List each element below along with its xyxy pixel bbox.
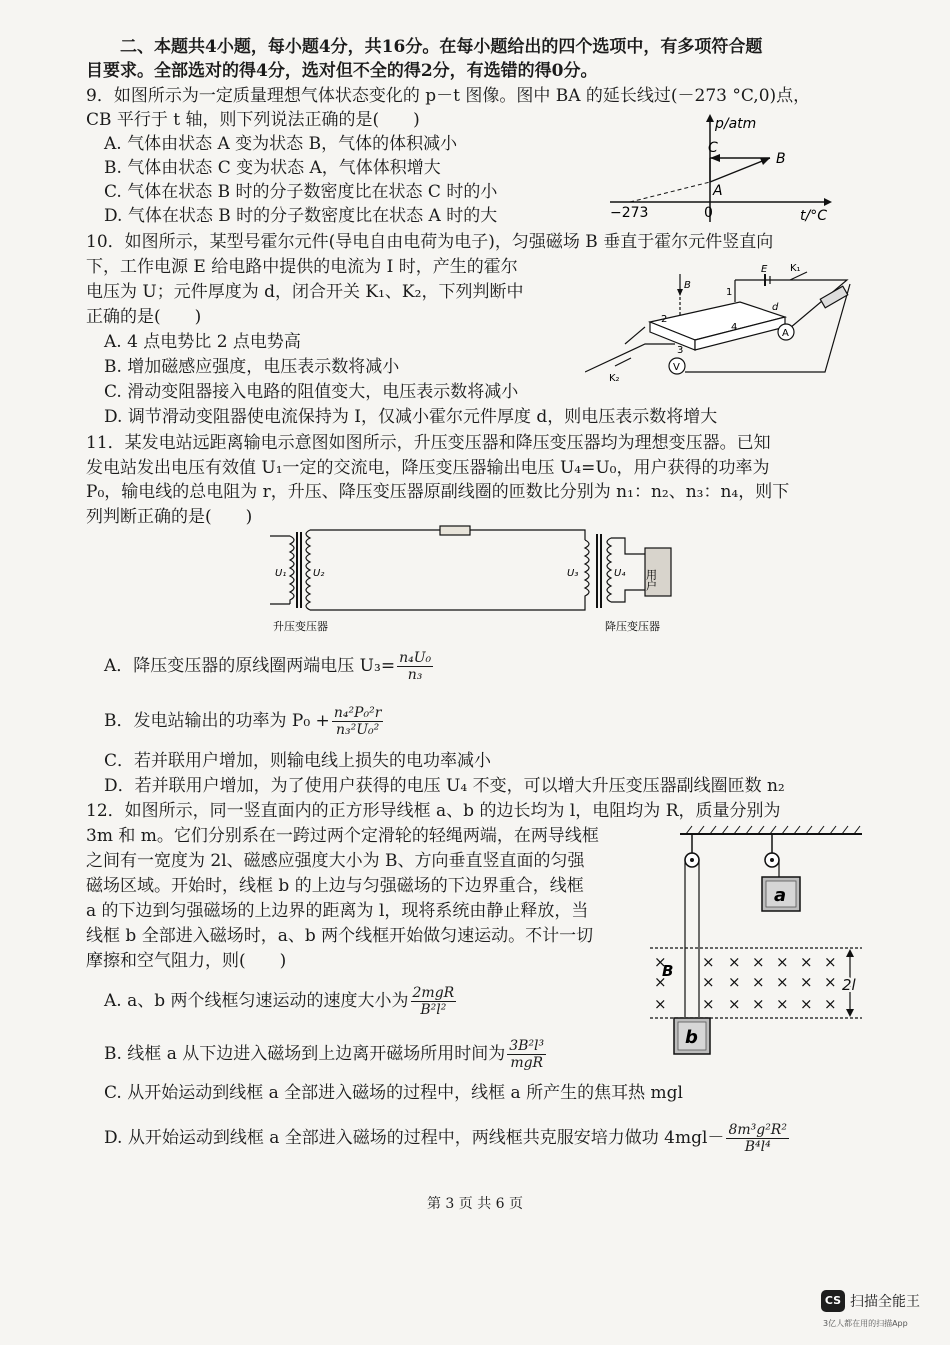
q10-thickness-label: d — [772, 302, 779, 313]
q11-step-down-label: 降压变压器 — [605, 620, 660, 633]
svg-text:×: × — [800, 973, 813, 991]
svg-text:×: × — [800, 953, 813, 971]
q11-option-a-text: A．降压变压器的原线圈两端电压 U₃= — [104, 656, 396, 676]
q11-u3-label: U₃ — [567, 568, 579, 579]
q12-stem-line7: 摩擦和空气阻力，则( ) — [86, 951, 287, 971]
q9-point-c: C — [708, 140, 718, 156]
svg-text:×: × — [776, 995, 789, 1013]
q12-option-b — [104, 1038, 548, 1071]
q10-voltmeter: V — [673, 362, 680, 373]
q9-pt-graph — [600, 110, 850, 228]
svg-text:×: × — [752, 973, 765, 991]
q10-option-c: C. 滑动变阻器接入电路的阻值变大，电压表示数将减小 — [104, 382, 519, 402]
q11-a-denominator: n₃ — [407, 667, 423, 683]
q10-source-label: E — [761, 264, 768, 275]
q11-stem-line3: P₀，输电线的总电阻为 r，升压、降压变压器原副线圈的匝数比分别为 n₁：n₂、n₃：n₄，则下 — [86, 482, 790, 502]
q11-option-b-fraction — [332, 705, 384, 738]
q12-frames-diagram — [650, 822, 870, 1082]
svg-text:×: × — [824, 995, 837, 1013]
q10-stem-line4: 正确的是( ) — [86, 307, 202, 327]
q12-cross-mark: × — [654, 953, 667, 971]
svg-text:×: × — [800, 995, 813, 1013]
q11-option-a-fraction — [397, 650, 433, 683]
q12-width-label: 2l — [842, 976, 856, 994]
q11-b-numerator: n₄²P₀²r — [333, 705, 382, 721]
q9-point-b: B — [776, 151, 786, 167]
svg-text:×: × — [824, 953, 837, 971]
q12-b-numerator: 3B²l³ — [509, 1038, 545, 1054]
q9-point-a: A — [713, 183, 723, 199]
q10-option-d: D. 调节滑动变阻器使电流保持为 I，仅减小霍尔元件厚度 d，则电压表示数将增大 — [104, 407, 718, 427]
q12-stem-line3: 之间有一宽度为 2l、磁感应强度大小为 B、方向垂直竖直面的匀强 — [86, 851, 585, 871]
q9-option-c: C. 气体在状态 B 时的分子数密度比在状态 C 时的小 — [104, 182, 498, 202]
q10-terminal-2: 2 — [661, 314, 668, 325]
q10-option-b: B. 增加磁感应强度，电压表示数将减小 — [104, 357, 400, 377]
q12-stem-line2: 3m 和 m。它们分别系在一跨过两个定滑轮的轻绳两端，在两导线框 — [86, 826, 599, 846]
q9-origin-label: 0 — [704, 205, 713, 221]
svg-text:×: × — [752, 995, 765, 1013]
svg-text:×: × — [654, 995, 667, 1013]
q9-option-d: D. 气体在状态 B 时的分子数密度比在状态 A 时的大 — [104, 206, 498, 226]
q10-stem-line2: 下，工作电源 E 给电路中提供的电流为 I 时，产生的霍尔 — [86, 257, 518, 277]
q11-u4-label: U₄ — [614, 568, 626, 579]
q12-a-denominator: B²l² — [420, 1002, 447, 1018]
q10-stem-line3: 电压为 U；元件厚度为 d，闭合开关 K₁、K₂，下列判断中 — [86, 282, 524, 302]
camscanner-brand-name: 扫描全能王 — [850, 1294, 920, 1310]
q11-a-numerator: n₄U₀ — [399, 650, 432, 666]
q12-option-b-fraction — [507, 1038, 546, 1071]
section-title-line2: 目要求。全部选对的得4分，选对但不全的得2分，有选错的得0分。 — [86, 61, 598, 81]
page-footer: 第 3 页 共 6 页 — [426, 1196, 524, 1212]
q12-option-d — [104, 1122, 791, 1155]
q12-option-c: C. 从开始运动到线框 a 全部进入磁场的过程中，线框 a 所产生的焦耳热 mgl — [104, 1083, 683, 1103]
q12-d-numerator: 8m³g²R² — [728, 1122, 787, 1138]
q12-d-denominator: B⁴l⁴ — [744, 1139, 771, 1155]
q11-stem-line4: 列判断正确的是( ) — [86, 507, 253, 527]
section-title-line1: 二、本题共4小题，每小题4分，共16分。在每小题给出的四个选项中，有多项符合题 — [120, 37, 763, 57]
q11-u2-label: U₂ — [313, 568, 325, 579]
q12-stem-line5: a 的下边到匀强磁场的上边界的距离为 l，现将系统由静止释放，当 — [86, 901, 589, 921]
q12-stem-line6: 线框 b 全部进入磁场时，a、b 两个线框开始做匀速运动。不计一切 — [86, 926, 594, 946]
svg-text:×: × — [728, 973, 741, 991]
svg-text:×: × — [752, 953, 765, 971]
q9-stem-line2: CB 平行于 t 轴，则下列说法正确的是( ) — [86, 110, 420, 130]
q9-y-axis-label: p/atm — [715, 116, 757, 132]
svg-text:×: × — [654, 973, 667, 991]
q12-stem-line4: 磁场区域。开始时，线框 b 的上边与匀强磁场的下边界重合，线框 — [86, 876, 584, 896]
q12-option-d-text: D. 从开始运动到线框 a 全部进入磁场的过程中，两线框共克服安培力做功 4mgl－ — [104, 1128, 725, 1148]
q10-ammeter: A — [782, 328, 789, 339]
q11-b-denominator: n₃²U₀² — [335, 722, 380, 738]
q10-k2-label: K₂ — [609, 373, 620, 384]
q11-option-c: C．若并联用户增加，则输电线上损失的电功率减小 — [104, 751, 492, 771]
q11-u1-label: U₁ — [275, 568, 287, 579]
q10-option-a: A. 4 点电势比 2 点电势高 — [104, 332, 301, 352]
q11-option-d: D．若并联用户增加，为了使用户获得的电压 U₄ 不变，可以增大升压变压器副线圈匝数 n₂ — [104, 776, 785, 796]
q12-option-a-fraction — [411, 985, 457, 1018]
q12-frame-a-label: a — [774, 885, 787, 906]
q12-option-b-text: B. 线框 a 从下边进入磁场到上边离开磁场所用时间为 — [104, 1044, 506, 1064]
q10-terminal-3: 3 — [677, 345, 684, 356]
svg-text:×: × — [702, 953, 715, 971]
svg-text:×: × — [702, 973, 715, 991]
q12-option-d-fraction — [726, 1122, 789, 1155]
svg-text:×: × — [776, 973, 789, 991]
q12-a-numerator: 2mgR — [412, 985, 455, 1001]
q12-field-label: B — [662, 962, 674, 980]
q10-terminal-1: 1 — [726, 287, 733, 298]
q11-stem-line1: 11．某发电站远距离输电示意图如图所示，升压变压器和降压变压器均为理想变压器。已知 — [86, 433, 771, 453]
svg-text:×: × — [824, 973, 837, 991]
q12-stem-line1: 12．如图所示，同一竖直面内的正方形导线框 a、b 的边长均为 l，电阻均为 R，质量分别为 — [86, 801, 781, 821]
q10-k1-label: K₁ — [790, 263, 801, 274]
svg-text:×: × — [776, 953, 789, 971]
q11-option-b-text: B．发电站输出的功率为 P₀ + — [104, 711, 330, 731]
q11-option-a — [104, 650, 435, 683]
q12-b-denominator: mgR — [510, 1055, 544, 1071]
q11-step-up-label: 升压变压器 — [273, 620, 328, 633]
q10-field-label: B — [684, 280, 691, 291]
camscanner-logo-icon: CS — [821, 1290, 845, 1312]
svg-text:×: × — [702, 995, 715, 1013]
q9-option-a: A. 气体由状态 A 变为状态 B，气体的体积减小 — [104, 134, 458, 154]
q10-hall-circuit — [585, 262, 860, 387]
q12-option-a — [104, 985, 458, 1018]
q9-x-axis-label: t/°C — [800, 208, 827, 224]
q10-stem-line1: 10．如图所示，某型号霍尔元件(导电自由电荷为电子)，匀强磁场 B 垂直于霍尔元件竖直向 — [86, 232, 774, 252]
q10-terminal-4: 4 — [731, 322, 738, 333]
q12-frame-b-label: b — [685, 1027, 698, 1048]
q9-option-b: B. 气体由状态 C 变为状态 A，气体体积增大 — [104, 158, 441, 178]
q12-option-a-text: A. a、b 两个线框匀速运动的速度大小为 — [104, 991, 409, 1011]
q11-transmission-diagram — [265, 524, 695, 636]
svg-text:×: × — [728, 995, 741, 1013]
svg-text:×: × — [728, 953, 741, 971]
camscanner-tagline: 3亿人都在用的扫描App — [823, 1319, 908, 1328]
q9-stem-line1: 9．如图所示为一定质量理想气体状态变化的 p－t 图像。图中 BA 的延长线过(－273 °C,0)点， — [86, 86, 811, 106]
q9-neg273-label: −273 — [610, 205, 649, 221]
q11-stem-line2: 发电站发出电压有效值 U₁一定的交流电，降压变压器输出电压 U₄=U₀，用户获得的功率为 — [86, 458, 770, 478]
q11-option-b — [104, 705, 385, 738]
q11-user-label: 用户 — [644, 569, 658, 591]
